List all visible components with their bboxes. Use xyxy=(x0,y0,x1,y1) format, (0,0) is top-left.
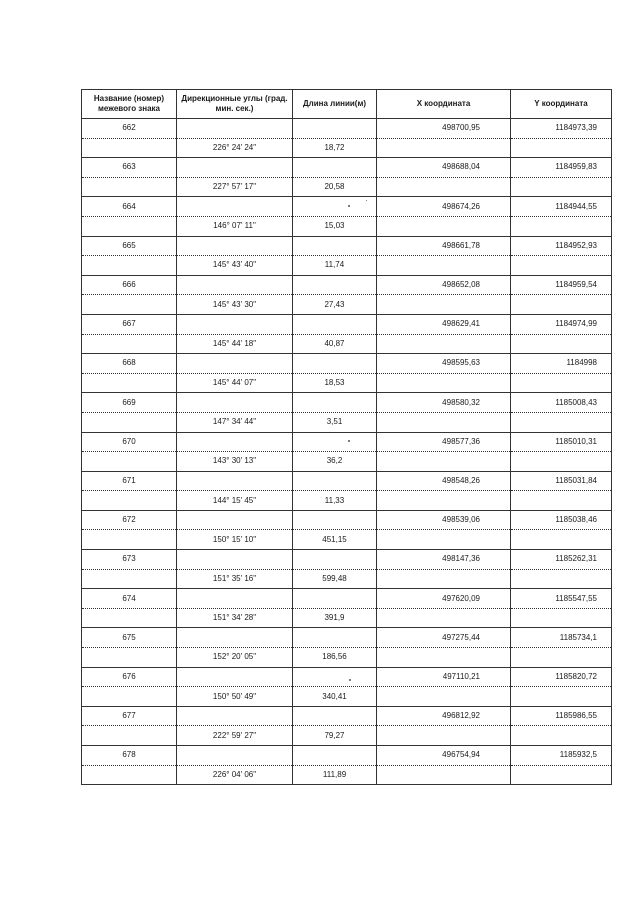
y-coordinate-cell: 1185038,46 xyxy=(511,510,612,530)
table-row xyxy=(82,354,612,374)
empty-cell xyxy=(293,275,377,295)
empty-cell xyxy=(177,158,293,178)
empty-cell xyxy=(377,138,511,158)
empty-cell xyxy=(293,236,377,256)
direction-angle-cell: 146° 07' 11" xyxy=(177,216,293,236)
empty-cell xyxy=(511,216,612,236)
empty-cell xyxy=(377,726,511,746)
x-coordinate-cell: 498580,32 xyxy=(377,393,511,413)
empty-cell xyxy=(293,354,377,374)
x-coordinate-cell: 498661,78 xyxy=(377,236,511,256)
line-length-cell: 111,89 xyxy=(293,765,377,785)
empty-cell xyxy=(293,550,377,570)
mark-name-cell: 678 xyxy=(82,746,177,766)
empty-cell xyxy=(177,314,293,334)
line-length-cell: 27,43 xyxy=(293,295,377,315)
empty-cell xyxy=(82,138,177,158)
empty-cell xyxy=(82,295,177,315)
empty-cell xyxy=(82,177,177,197)
empty-cell xyxy=(511,295,612,315)
y-coordinate-cell: 1185820,72 xyxy=(511,667,612,687)
table-row xyxy=(82,628,612,648)
direction-angle-cell: 145° 43' 30" xyxy=(177,295,293,315)
table-row xyxy=(82,412,612,432)
line-length-cell: 11,74 xyxy=(293,256,377,276)
empty-cell xyxy=(511,256,612,276)
y-coordinate-cell: 1184959,83 xyxy=(511,158,612,178)
direction-angle-cell: 222° 59' 27" xyxy=(177,726,293,746)
empty-cell xyxy=(82,452,177,472)
empty-cell xyxy=(177,628,293,648)
line-length-cell: 40,87 xyxy=(293,334,377,354)
x-coordinate-cell: 497275,44 xyxy=(377,628,511,648)
empty-cell xyxy=(82,569,177,589)
empty-cell xyxy=(377,373,511,393)
line-length-cell: 18,72 xyxy=(293,138,377,158)
empty-cell xyxy=(377,648,511,668)
direction-angle-cell: 143° 30' 13" xyxy=(177,452,293,472)
table-row xyxy=(82,667,612,687)
direction-angle-cell: 150° 50' 49" xyxy=(177,687,293,707)
y-coordinate-cell: 1184959,54 xyxy=(511,275,612,295)
mark-name-cell: 670 xyxy=(82,432,177,452)
scan-speck xyxy=(348,205,350,207)
table-row xyxy=(82,314,612,334)
table-row xyxy=(82,119,612,139)
empty-cell xyxy=(177,393,293,413)
mark-name-cell: 675 xyxy=(82,628,177,648)
empty-cell xyxy=(82,256,177,276)
x-coordinate-cell: 498700,95 xyxy=(377,119,511,139)
y-coordinate-cell: 1185734,1 xyxy=(511,628,612,648)
empty-cell xyxy=(293,119,377,139)
table-row xyxy=(82,589,612,609)
empty-cell xyxy=(82,687,177,707)
empty-cell xyxy=(177,119,293,139)
empty-cell xyxy=(177,354,293,374)
direction-angle-cell: 227° 57' 17" xyxy=(177,177,293,197)
direction-angle-cell: 151° 34' 28" xyxy=(177,608,293,628)
empty-cell xyxy=(511,412,612,432)
empty-cell xyxy=(177,667,293,687)
empty-cell xyxy=(377,569,511,589)
empty-cell xyxy=(293,510,377,530)
empty-cell xyxy=(82,373,177,393)
table-body xyxy=(82,119,612,785)
empty-cell xyxy=(293,471,377,491)
table-row xyxy=(82,197,612,217)
empty-cell xyxy=(377,412,511,432)
direction-angle-cell: 144° 15' 45" xyxy=(177,491,293,511)
line-length-cell: 599,48 xyxy=(293,569,377,589)
x-coordinate-cell: 498539,06 xyxy=(377,510,511,530)
table-row xyxy=(82,491,612,511)
empty-cell xyxy=(293,589,377,609)
x-coordinate-cell: 498629,41 xyxy=(377,314,511,334)
line-length-cell: 15,03 xyxy=(293,216,377,236)
direction-angle-cell: 151° 35' 16" xyxy=(177,569,293,589)
scan-speck xyxy=(348,440,350,442)
header-mark-name: Название (номер) межевого знака xyxy=(82,90,177,119)
empty-cell xyxy=(177,471,293,491)
mark-name-cell: 668 xyxy=(82,354,177,374)
empty-cell xyxy=(177,589,293,609)
table-row xyxy=(82,158,612,178)
empty-cell xyxy=(511,452,612,472)
header-y-coordinate: Y координата xyxy=(511,90,612,119)
table-row xyxy=(82,530,612,550)
table-row xyxy=(82,236,612,256)
x-coordinate-cell: 498688,04 xyxy=(377,158,511,178)
empty-cell xyxy=(82,216,177,236)
empty-cell xyxy=(377,687,511,707)
empty-cell xyxy=(82,530,177,550)
line-length-cell: 451,15 xyxy=(293,530,377,550)
direction-angle-cell: 145° 44' 18" xyxy=(177,334,293,354)
x-coordinate-cell: 498147,36 xyxy=(377,550,511,570)
empty-cell xyxy=(293,393,377,413)
mark-name-cell: 667 xyxy=(82,314,177,334)
empty-cell xyxy=(293,667,377,687)
table-row xyxy=(82,334,612,354)
direction-angle-cell: 145° 43' 40" xyxy=(177,256,293,276)
table-row xyxy=(82,216,612,236)
empty-cell xyxy=(293,197,377,217)
empty-cell xyxy=(377,334,511,354)
y-coordinate-cell: 1184998 xyxy=(511,354,612,374)
empty-cell xyxy=(377,177,511,197)
empty-cell xyxy=(377,452,511,472)
mark-name-cell: 674 xyxy=(82,589,177,609)
table-row xyxy=(82,452,612,472)
x-coordinate-cell: 497620,09 xyxy=(377,589,511,609)
y-coordinate-cell: 1185010,31 xyxy=(511,432,612,452)
mark-name-cell: 663 xyxy=(82,158,177,178)
direction-angle-cell: 150° 15' 10" xyxy=(177,530,293,550)
y-coordinate-cell: 1184944,55 xyxy=(511,197,612,217)
table-row xyxy=(82,687,612,707)
direction-angle-cell: 226° 04' 06" xyxy=(177,765,293,785)
empty-cell xyxy=(293,314,377,334)
empty-cell xyxy=(511,491,612,511)
mark-name-cell: 671 xyxy=(82,471,177,491)
mark-name-cell: 676 xyxy=(82,667,177,687)
table-row xyxy=(82,726,612,746)
line-length-cell: 36,2 xyxy=(293,452,377,472)
empty-cell xyxy=(82,765,177,785)
table-header-row xyxy=(82,90,612,119)
empty-cell xyxy=(177,746,293,766)
table-row xyxy=(82,295,612,315)
empty-cell xyxy=(177,706,293,726)
direction-angle-cell: 152° 20' 05" xyxy=(177,648,293,668)
line-length-cell: 79,27 xyxy=(293,726,377,746)
line-length-cell: 391,9 xyxy=(293,608,377,628)
empty-cell xyxy=(377,608,511,628)
line-length-cell: 11,33 xyxy=(293,491,377,511)
x-coordinate-cell: 496754,94 xyxy=(377,746,511,766)
empty-cell xyxy=(511,177,612,197)
table-row xyxy=(82,608,612,628)
empty-cell xyxy=(511,138,612,158)
empty-cell xyxy=(82,648,177,668)
empty-cell xyxy=(177,510,293,530)
line-length-cell: 186,56 xyxy=(293,648,377,668)
empty-cell xyxy=(82,334,177,354)
empty-cell xyxy=(82,608,177,628)
direction-angle-cell: 226° 24' 24" xyxy=(177,138,293,158)
empty-cell xyxy=(377,765,511,785)
table-row xyxy=(82,550,612,570)
empty-cell xyxy=(82,491,177,511)
empty-cell xyxy=(511,726,612,746)
line-length-cell: 340,41 xyxy=(293,687,377,707)
table-row xyxy=(82,471,612,491)
mark-name-cell: 677 xyxy=(82,706,177,726)
empty-cell xyxy=(177,197,293,217)
empty-cell xyxy=(511,373,612,393)
y-coordinate-cell: 1184973,39 xyxy=(511,119,612,139)
empty-cell xyxy=(511,569,612,589)
empty-cell xyxy=(82,726,177,746)
empty-cell xyxy=(511,530,612,550)
empty-cell xyxy=(511,334,612,354)
line-length-cell: 18,53 xyxy=(293,373,377,393)
line-length-cell: 20,58 xyxy=(293,177,377,197)
y-coordinate-cell: 1185932,5 xyxy=(511,746,612,766)
coordinates-table xyxy=(81,89,612,785)
empty-cell xyxy=(293,158,377,178)
empty-cell xyxy=(377,530,511,550)
y-coordinate-cell: 1185031,84 xyxy=(511,471,612,491)
table-row xyxy=(82,569,612,589)
mark-name-cell: 664 xyxy=(82,197,177,217)
mark-name-cell: 669 xyxy=(82,393,177,413)
line-length-cell: 3,51 xyxy=(293,412,377,432)
empty-cell xyxy=(377,216,511,236)
table-row xyxy=(82,765,612,785)
direction-angle-cell: 147° 34' 44" xyxy=(177,412,293,432)
table-row xyxy=(82,510,612,530)
empty-cell xyxy=(177,275,293,295)
mark-name-cell: 672 xyxy=(82,510,177,530)
mark-name-cell: 665 xyxy=(82,236,177,256)
table-row xyxy=(82,648,612,668)
y-coordinate-cell: 1185547,55 xyxy=(511,589,612,609)
y-coordinate-cell: 1185008,43 xyxy=(511,393,612,413)
table-row xyxy=(82,432,612,452)
x-coordinate-cell: 498674,26 xyxy=(377,197,511,217)
header-line-length: Длина линии(м) xyxy=(293,90,377,119)
header-x-coordinate: X координата xyxy=(377,90,511,119)
y-coordinate-cell: 1184974,99 xyxy=(511,314,612,334)
x-coordinate-cell: 497110,21 xyxy=(377,667,511,687)
y-coordinate-cell: 1184952,93 xyxy=(511,236,612,256)
mark-name-cell: 662 xyxy=(82,119,177,139)
empty-cell xyxy=(177,550,293,570)
empty-cell xyxy=(511,687,612,707)
table-row xyxy=(82,256,612,276)
table-row xyxy=(82,706,612,726)
mark-name-cell: 673 xyxy=(82,550,177,570)
x-coordinate-cell: 496812,92 xyxy=(377,706,511,726)
table-row xyxy=(82,393,612,413)
empty-cell xyxy=(293,746,377,766)
x-coordinate-cell: 498548,26 xyxy=(377,471,511,491)
empty-cell xyxy=(377,491,511,511)
y-coordinate-cell: 1185262,31 xyxy=(511,550,612,570)
y-coordinate-cell: 1185986,55 xyxy=(511,706,612,726)
scan-speck xyxy=(349,679,351,681)
empty-cell xyxy=(177,432,293,452)
header-direction-angle: Дирекционные углы (град. мин. сек.) xyxy=(177,90,293,119)
x-coordinate-cell: 498577,36 xyxy=(377,432,511,452)
empty-cell xyxy=(377,256,511,276)
table-row xyxy=(82,373,612,393)
mark-name-cell: 666 xyxy=(82,275,177,295)
empty-cell xyxy=(293,628,377,648)
empty-cell xyxy=(377,295,511,315)
table-row xyxy=(82,275,612,295)
empty-cell xyxy=(293,432,377,452)
empty-cell xyxy=(177,236,293,256)
empty-cell xyxy=(293,706,377,726)
empty-cell xyxy=(511,765,612,785)
x-coordinate-cell: 498652,08 xyxy=(377,275,511,295)
empty-cell xyxy=(82,412,177,432)
table-row xyxy=(82,138,612,158)
direction-angle-cell: 145° 44' 07" xyxy=(177,373,293,393)
table-row xyxy=(82,177,612,197)
x-coordinate-cell: 498595,63 xyxy=(377,354,511,374)
empty-cell xyxy=(511,648,612,668)
scan-speck xyxy=(366,200,367,201)
empty-cell xyxy=(511,608,612,628)
table-row xyxy=(82,746,612,766)
